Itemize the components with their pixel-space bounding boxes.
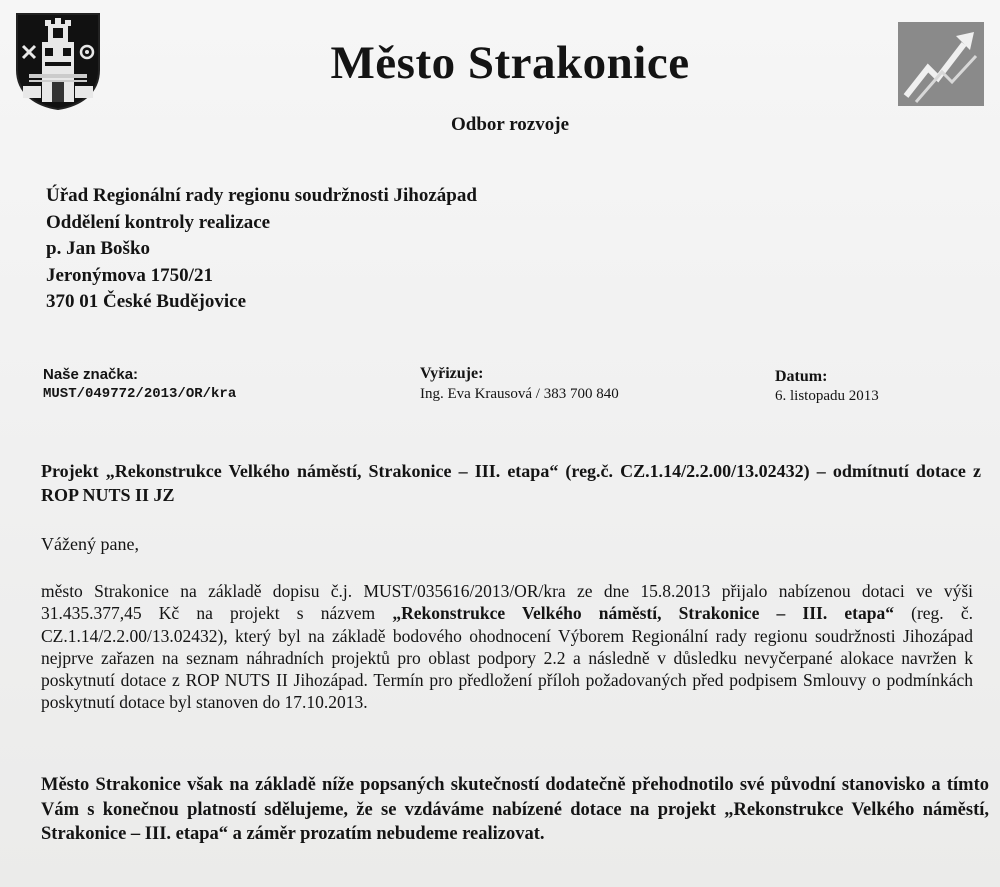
address-line: 370 01 České Budějovice	[46, 291, 247, 312]
paragraph-text: (reg. č. CZ.1.14/2.2.00/13.02432), který byl na základě bodového ohodnocení Výborem Regionální rady regionu soudržnosti Jihozápad nejprve zařazen na seznam náhradních projektů pro oblast podpory 2.2 a následně v důsledku nevyčerpané alokace navržen k poskytnutí dotace z ROP NUTS II Jihozápad. Termín pro předložení příloh požadovaných před podpisem Smlouvy o podmínkách poskytnutí dotace byl stanoven do 17.10.2013.	[41, 603, 973, 713]
project-name: „Rekonstrukce Velkého náměstí, Strakonice – III. etapa“	[392, 603, 894, 624]
salutation: Vážený pane,	[41, 534, 139, 554]
body-paragraph-2: Město Strakonice však na základě níže popsaných skutečností dodatečně přehodnotilo své původní stanovisko a tímto Vám s konečnou platností sdělujeme, že se vzdáváme nabízené dotace na projekt „Rekonstrukce Velkého náměstí, Strakonice – III. etapa“ a záměr prozatím nebudeme realizovat.	[41, 775, 989, 844]
address-line: p. Jan Boško	[46, 238, 151, 259]
date-label: Datum:	[775, 368, 828, 385]
recipient-address	[46, 183, 477, 316]
handler-value: Ing. Eva Krausová / 383 700 840	[420, 386, 619, 402]
date-value: 6. listopadu 2013	[775, 388, 879, 404]
handler-label: Vyřizuje:	[420, 365, 484, 382]
our-ref-label: Naše značka:	[43, 366, 139, 383]
letter-subject: Projekt „Rekonstrukce Velkého náměstí, Strakonice – III. etapa“ (reg.č. CZ.1.14/2.2.00/13.02432) – odmítnutí dotace z ROP NUTS II JZ	[41, 461, 981, 505]
address-line: Jeronýmova 1750/21	[46, 264, 213, 286]
our-ref-value: MUST/049772/2013/OR/kra	[43, 386, 237, 402]
page-title: Město Strakonice	[330, 37, 690, 89]
address-line: Oddělení kontroly realizace	[46, 211, 271, 233]
address-line: Úřad Regionální rady regionu soudržnosti Jihozápad	[46, 185, 477, 206]
body-paragraph-1	[41, 580, 973, 714]
department-name: Odbor rozvoje	[450, 114, 570, 135]
paragraph-text: město Strakonice na základě dopisu č.j. MUST/035616/2013/OR/kra ze dne 15.8.2013 přijalo nabízenou dotaci ve výši 31.435.377,45 Kč na projekt s názvem	[41, 581, 973, 624]
